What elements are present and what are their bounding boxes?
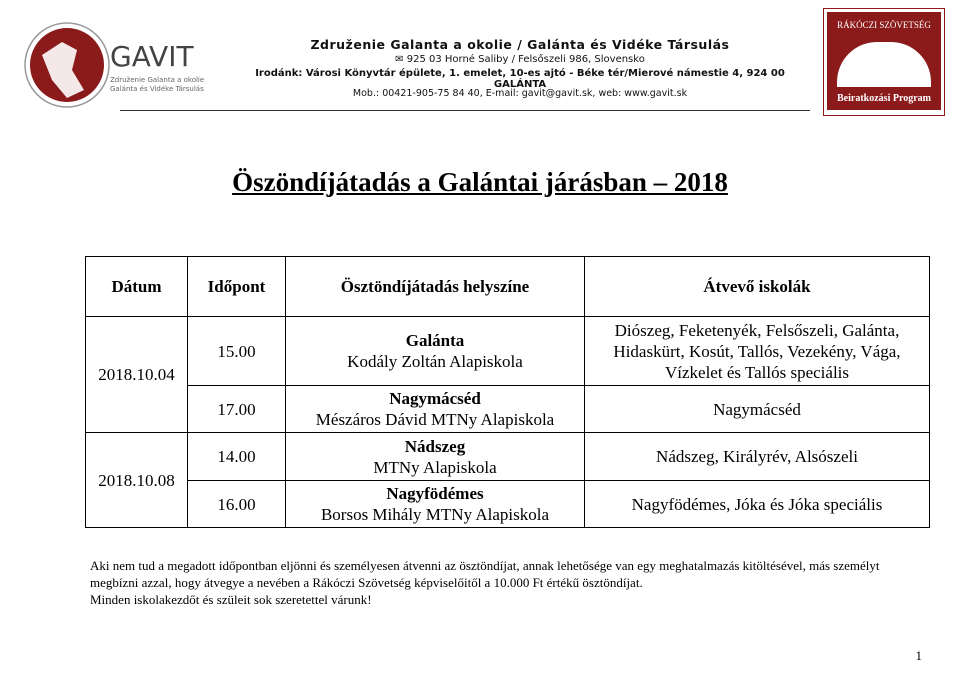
logo-sub: Združenie Galanta a okolie — [110, 76, 205, 84]
badge-top: RÁKÓCZI SZÖVETSÉG — [837, 20, 931, 30]
logo-sub: Galánta és Vidéke Társulás — [110, 85, 204, 93]
contact: Mob.: 00421-905-75 84 40, E-mail: gavit@gavit.sk, web: www.gavit.sk — [352, 88, 688, 99]
mail-icon: ✉ — [395, 54, 407, 65]
divider — [120, 110, 810, 111]
table-row: 2018.10.04 15.00 Galánta Kodály Zoltán Alapiskola Diószeg, Feketenyék, Felsőszeli, Galánta, Hidaskürt, Kosút, Tallós, Vezekény, Vága, Vízkelet és Tallós speciális — [86, 317, 930, 386]
page-title: Öszöndíjátadás a Galántai járásban – 2018 — [232, 167, 728, 197]
gavit-logo: GAVIT Združenie Galanta a okolie Galánta és Vidéke Társulás — [22, 20, 222, 110]
footer-note: Aki nem tud a megadott időpontban eljönni és személyesen átvenni az ösztöndíjat, annak lehetősége van egy meghatalmazás kitöltésével, más személyt megbízni azzal, hogy átvegye a nevében a Rákóczi Szövetség képviselőitől a 10.000 Ft értékű ösztöndíjat. Minden iskolakezdőt és szüleit sok szeretettel várunk! — [90, 558, 880, 607]
table-row: 17.00 Nagymácséd Mészáros Dávid MTNy Alapiskola Nagymácséd — [86, 386, 930, 433]
rakoczi-badge — [823, 8, 945, 116]
schedule-table — [85, 256, 930, 528]
office: Irodánk: Városi Könyvtár épülete, 1. emelet, 10-es ajtó - Béke tér/Mierové námestie 4, 924 00 GALÁNTA — [255, 68, 785, 90]
address: ✉ 925 03 Horné Saliby / Felsőszeli 986, Slovensko — [395, 54, 645, 65]
page-number: 1 — [915, 648, 922, 663]
badge-bottom: Beiratkozási Program — [837, 93, 931, 104]
table-row: 16.00 Nagyfödémes Borsos Mihály MTNy Alapiskola Nagyfödémes, Jóka és Jóka speciális — [86, 481, 930, 528]
table-row: 2018.10.08 14.00 Nádszeg MTNy Alapiskola Nádszeg, Királyrév, Alsószeli — [86, 433, 930, 481]
org-name: Združenie Galanta a okolie / Galánta és Vidéke Társulás — [310, 37, 730, 52]
children-illustration-icon — [837, 42, 931, 87]
table-header: Dátum Időpont Ösztöndíjátadás helyszíne Átvevő iskolák — [86, 257, 930, 317]
